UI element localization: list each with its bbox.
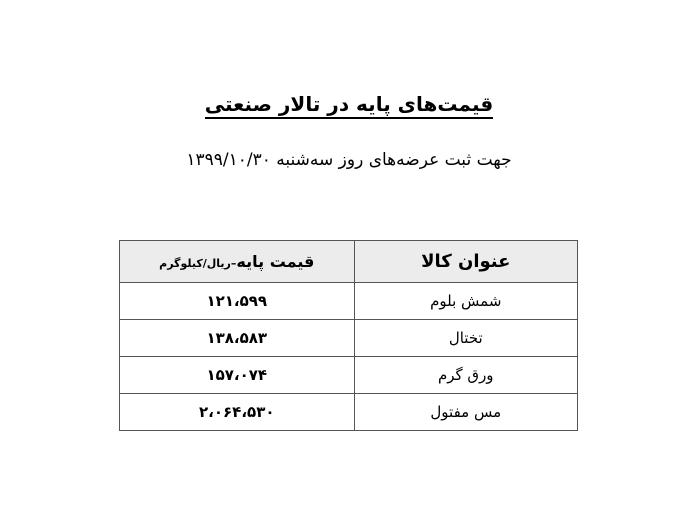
table-row bbox=[120, 357, 578, 394]
table-row bbox=[120, 283, 578, 320]
table-row bbox=[120, 320, 578, 357]
price-cell: ۱۲۱،۵۹۹ bbox=[120, 283, 355, 320]
price-table bbox=[119, 240, 578, 431]
table-header-row bbox=[120, 241, 578, 283]
commodity-name-cell: شمش بلوم bbox=[354, 283, 577, 320]
header-commodity-name: عنوان کالا bbox=[354, 241, 577, 283]
header-base-price bbox=[120, 241, 355, 283]
price-cell: ۲،۰۶۴،۵۳۰ bbox=[120, 394, 355, 431]
commodity-name-cell: ورق گرم bbox=[354, 357, 577, 394]
price-cell: ۱۵۷،۰۷۴ bbox=[120, 357, 355, 394]
document-subtitle: جهت ثبت عرضه‌های روز سه‌شنبه ۱۳۹۹/۱۰/۳۰ bbox=[186, 150, 512, 170]
header-price-unit: –ریال/کیلوگرم bbox=[159, 257, 237, 270]
commodity-name-cell: تختال bbox=[354, 320, 577, 357]
document-title bbox=[0, 92, 698, 116]
commodity-name-cell: مس مفتول bbox=[354, 394, 577, 431]
document-title-text: قیمت‌های پایه در تالار صنعتی bbox=[205, 92, 493, 119]
header-base-price-label: قیمت پایه bbox=[236, 252, 315, 271]
table-row bbox=[120, 394, 578, 431]
price-cell: ۱۳۸،۵۸۳ bbox=[120, 320, 355, 357]
